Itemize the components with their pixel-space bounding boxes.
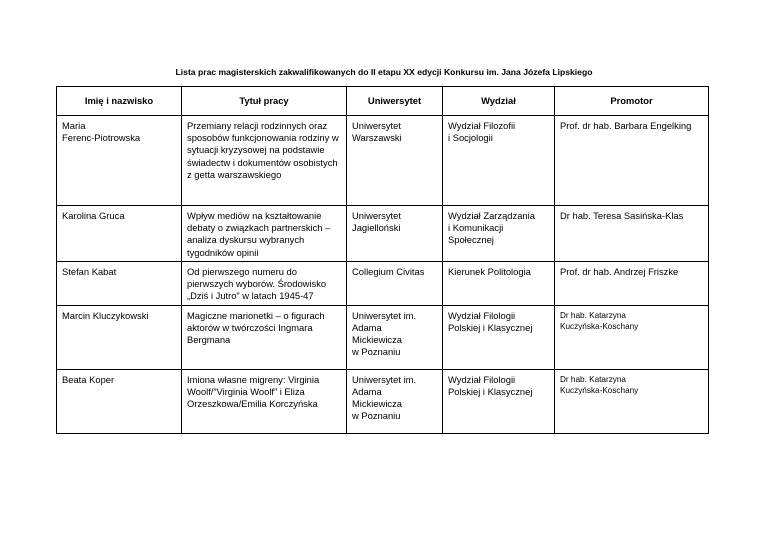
cell-faculty — [443, 305, 555, 369]
name-text: Stefan Kabat — [62, 265, 117, 277]
table-header-row — [57, 87, 709, 116]
faculty-text: Kierunek Politologia — [448, 265, 531, 277]
promoter-text: Prof. dr hab. Barbara Engelking — [560, 120, 692, 131]
cell-faculty — [443, 369, 555, 433]
title-text: Imiona własne migreny: Virginia Woolf/”Virginia Woolf” i Eliza Orzeszkowa/Emilia Korczyńska — [187, 373, 320, 410]
promoter-text: Dr hab. Teresa Sasińska-Klas — [560, 210, 684, 221]
university-text: Uniwersytet im. Adama Mickiewicza w Poznaniu — [352, 373, 417, 422]
cell-faculty — [443, 116, 555, 206]
faculty-text: Wydział Zarządzania i Komunikacji Społecznej — [448, 210, 535, 246]
header-faculty: Wydział — [443, 87, 555, 116]
cell-promoter — [555, 305, 709, 369]
table-row — [57, 261, 709, 305]
name-text: Beata Koper — [62, 373, 115, 385]
table-row — [57, 206, 709, 262]
cell-title — [182, 116, 347, 206]
cell-promoter — [555, 116, 709, 206]
cell-promoter — [555, 369, 709, 433]
title-text: Od pierwszego numeru do pierwszych wyborów. Środowisko „Dziś i Jutro” w latach 1945-47 — [187, 265, 327, 302]
title-text: Przemiany relacji rodzinnych oraz sposobów funkcjonowania rodziny w sytuacji kryzysowej na podstawie świadectw i dokumentów osobistych z getta warszawskiego — [187, 120, 339, 180]
qualified-theses-table — [56, 86, 709, 434]
header-title: Tytuł pracy — [182, 87, 347, 116]
faculty-text: Wydział Filozofii i Socjologii — [448, 120, 516, 144]
cell-title — [182, 261, 347, 305]
title-text: Wpływ mediów na kształtowanie debaty o związkach partnerskich – analiza dyskursu wybranych tygodników opinii — [187, 210, 331, 258]
university-text: Uniwersytet im. Adama Mickiewicza w Poznaniu — [352, 309, 417, 358]
title-text: Magiczne marionetki – o figurach aktorów w twórczości Ingmara Bergmana — [187, 309, 325, 346]
promoter-text: Prof. dr hab. Andrzej Friszke — [560, 265, 679, 277]
cell-name — [57, 116, 182, 206]
promoter-text: Dr hab. Katarzyna Kuczyńska-Koschany — [560, 374, 639, 396]
promoter-text: Dr hab. Katarzyna Kuczyńska-Koschany — [560, 310, 639, 332]
university-text: Uniwersytet Warszawski — [352, 120, 402, 144]
cell-title — [182, 369, 347, 433]
header-university: Uniwersytet — [347, 87, 443, 116]
table-row — [57, 116, 709, 206]
cell-university — [347, 369, 443, 433]
header-promoter: Promotor — [555, 87, 709, 116]
faculty-text: Wydział Filologii Polskiej i Klasycznej — [448, 309, 533, 334]
cell-faculty — [443, 206, 555, 262]
name-text: Maria Ferenc-Piotrowska — [62, 120, 141, 144]
cell-university — [347, 261, 443, 305]
header-name: Imię i nazwisko — [57, 87, 182, 116]
table-row — [57, 305, 709, 369]
faculty-text: Wydział Filologii Polskiej i Klasycznej — [448, 373, 533, 398]
cell-promoter — [555, 261, 709, 305]
cell-name — [57, 206, 182, 262]
table-row — [57, 369, 709, 433]
cell-university — [347, 305, 443, 369]
cell-promoter — [555, 206, 709, 262]
cell-title — [182, 305, 347, 369]
name-text: Marcin Kluczykowski — [62, 309, 149, 321]
cell-university — [347, 206, 443, 262]
university-text: Uniwersytet Jagielloński — [352, 210, 401, 234]
cell-name — [57, 369, 182, 433]
document-title: Lista prac magisterskich zakwalifikowanych do II etapu XX edycji Konkursu im. Jana Józefa Lipskiego — [175, 67, 593, 77]
cell-name — [57, 261, 182, 305]
name-text: Karolina Gruca — [62, 210, 125, 221]
university-text: Collegium Civitas — [352, 265, 425, 277]
cell-faculty — [443, 261, 555, 305]
cell-name — [57, 305, 182, 369]
cell-title — [182, 206, 347, 262]
cell-university — [347, 116, 443, 206]
